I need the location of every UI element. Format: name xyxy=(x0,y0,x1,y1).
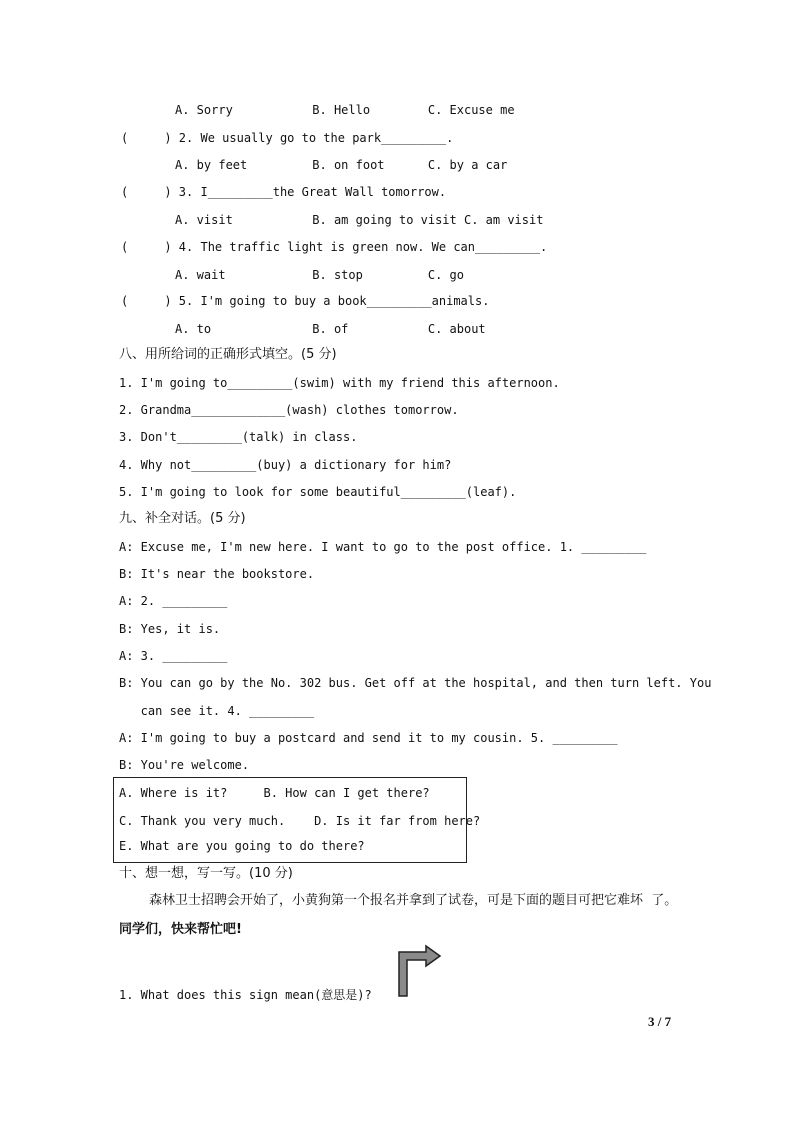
s8-item-2: 2. Grandma_____________(wash) clothes tomorrow. xyxy=(119,403,459,417)
question-3: ( ) 3. I_________the Great Wall tomorrow. xyxy=(121,185,447,199)
s8-item-1: 1. I'm going to_________(swim) with my friend this afternoon. xyxy=(119,376,560,390)
dialog-line-4: B: Yes, it is. xyxy=(119,622,221,636)
option-row-1: A. Where is it? B. How can I get there? xyxy=(119,786,430,800)
section-10-intro-2: 同学们，快来帮忙吧! xyxy=(119,922,242,937)
dialog-line-8: A: I'm going to buy a postcard and send it to my cousin. 5. _________ xyxy=(119,731,618,745)
section-10-intro-1: 森林卫士招聘会开始了，小黄狗第一个报名并拿到了试卷，可是下面的题目可把它难坏 了。 xyxy=(149,893,678,908)
section-10-question-1: 1. What does this sign mean(意思是)? xyxy=(119,988,372,1002)
dialog-line-9: B: You're welcome. xyxy=(119,758,250,772)
q2-options: A. by feet B. on foot C. by a car xyxy=(175,158,508,172)
option-row-2: C. Thank you very much. D. Is it far from here? xyxy=(119,814,481,828)
dialog-line-3: A: 2. _________ xyxy=(119,594,228,608)
section-9-heading: 九、补全对话。(5 分) xyxy=(119,511,246,526)
section-8-heading: 八、用所给词的正确形式填空。(5 分) xyxy=(119,347,337,362)
dialog-line-6: B: You can go by the No. 302 bus. Get off at the hospital, and then turn left. You xyxy=(119,676,712,690)
question-5: ( ) 5. I'm going to buy a book_________animals. xyxy=(121,294,490,308)
question-2: ( ) 2. We usually go to the park_________. xyxy=(121,131,454,145)
s8-item-3: 3. Don't_________(talk) in class. xyxy=(119,430,358,444)
dialog-line-7: can see it. 4. _________ xyxy=(119,704,315,718)
dialog-line-5: A: 3. _________ xyxy=(119,649,228,663)
s8-item-5: 5. I'm going to look for some beautiful_________(leaf). xyxy=(119,485,517,499)
page-number: 3 / 7 xyxy=(648,1014,672,1029)
question-4: ( ) 4. The traffic light is green now. We can_________. xyxy=(121,240,548,254)
q1-options: A. Sorry B. Hello C. Excuse me xyxy=(175,103,515,117)
option-row-3: E. What are you going to do there? xyxy=(119,839,365,853)
s8-item-4: 4. Why not_________(buy) a dictionary for him? xyxy=(119,458,452,472)
q4-options: A. wait B. stop C. go xyxy=(175,268,464,282)
q5-options: A. to B. of C. about xyxy=(175,322,486,336)
dialog-line-1: A: Excuse me, I'm new here. I want to go to the post office. 1. _________ xyxy=(119,540,647,554)
dialog-line-2: B: It's near the bookstore. xyxy=(119,567,315,581)
turn-right-sign-icon xyxy=(394,944,444,1000)
q3-options: A. visit B. am going to visit C. am visit xyxy=(175,213,544,227)
section-10-heading: 十、想一想，写一写。(10 分) xyxy=(119,866,293,881)
